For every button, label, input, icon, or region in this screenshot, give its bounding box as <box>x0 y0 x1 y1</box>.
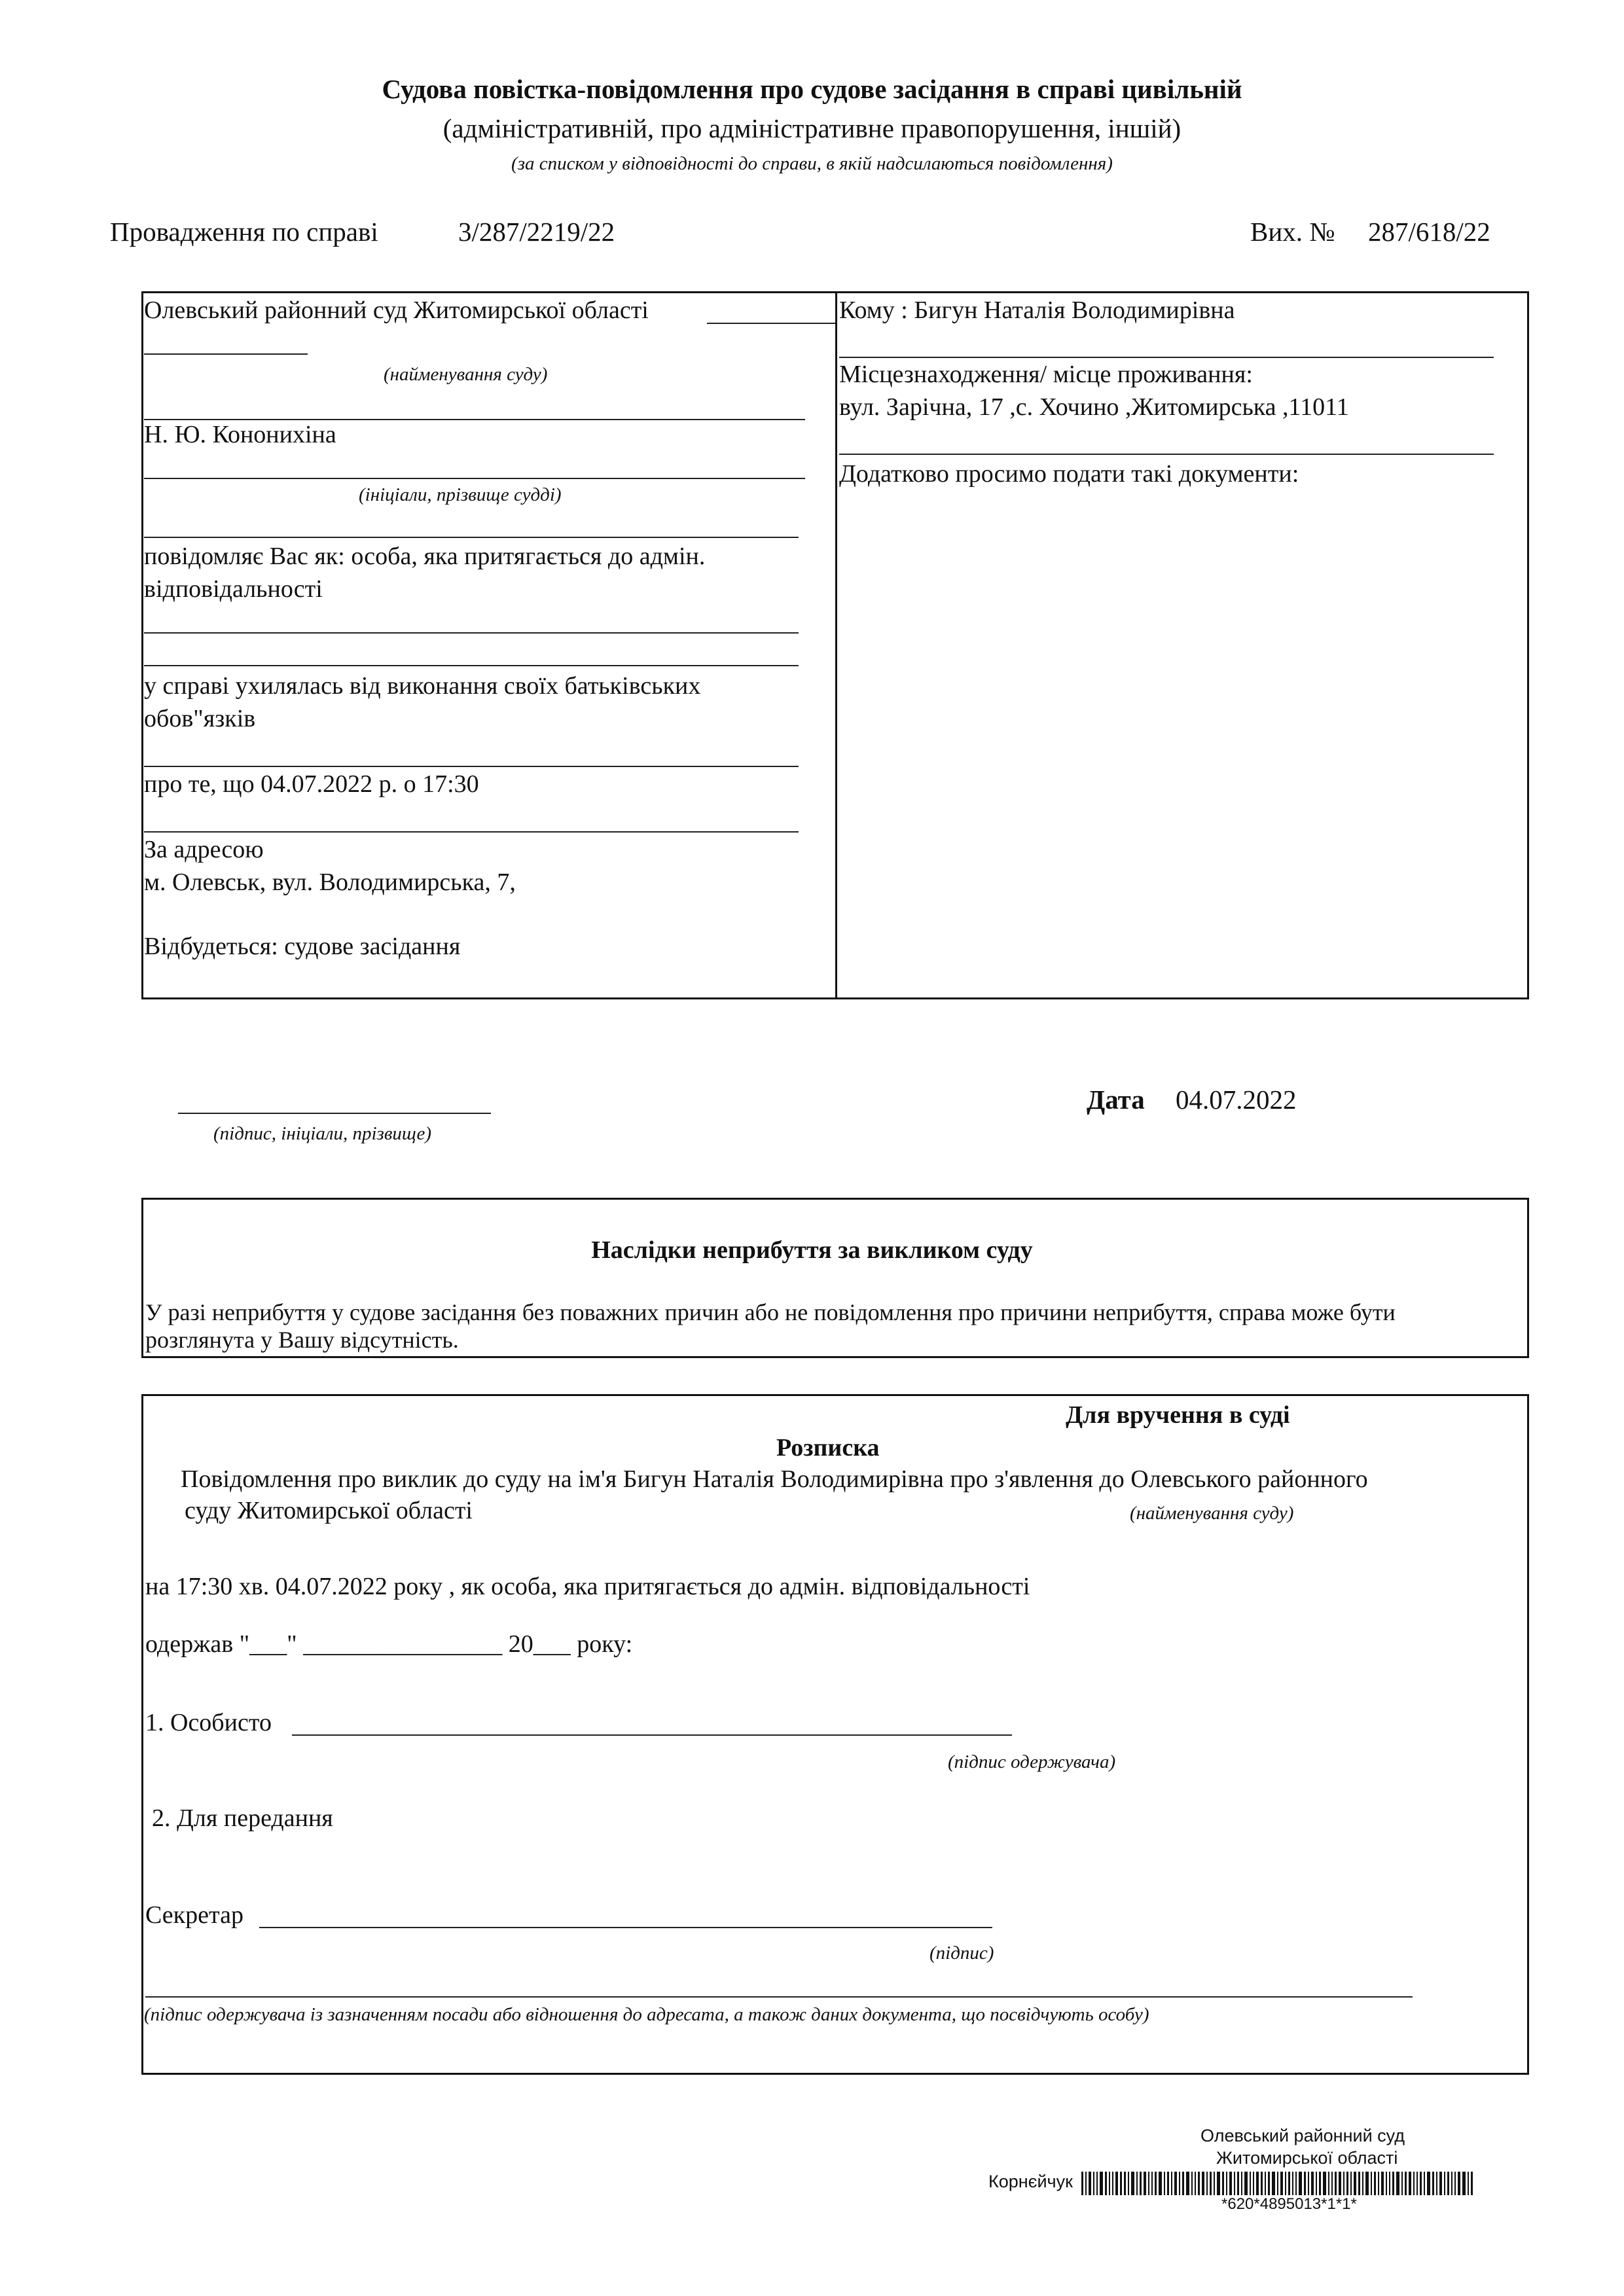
barcode-bar <box>1405 2172 1407 2195</box>
barcode-bar <box>1244 2172 1248 2195</box>
footnote-line <box>145 1996 1413 1998</box>
barcode-bar <box>1226 2172 1227 2195</box>
column-divider <box>835 291 837 999</box>
barcode-bar <box>1171 2172 1172 2195</box>
barcode-bar <box>1454 2172 1456 2195</box>
court-name: Олевський районний суд Житомирської області <box>144 296 649 324</box>
barcode-bar <box>1396 2172 1399 2195</box>
personal-label: 1. Особисто <box>145 1709 272 1736</box>
barcode-bar <box>1109 2172 1110 2195</box>
barcode-bar <box>1413 2172 1415 2195</box>
barcode-bar <box>1365 2172 1369 2195</box>
barcode-bar <box>1151 2172 1153 2195</box>
barcode-bar <box>1186 2172 1189 2195</box>
barcode-bar <box>1447 2172 1449 2195</box>
receipt-court-caption: (найменування суду) <box>1130 1503 1294 1524</box>
barcode-bar <box>1261 2172 1263 2195</box>
barcode-bar <box>1416 2172 1418 2195</box>
barcode-bar <box>1468 2172 1469 2195</box>
barcode-bar <box>1471 2172 1473 2195</box>
barcode-bar <box>1420 2172 1422 2195</box>
barcode-bar <box>1462 2172 1466 2195</box>
barcode-bar <box>1217 2172 1220 2195</box>
proceeding-number: 3/287/2219/22 <box>458 217 615 247</box>
barcode-bar <box>1241 2172 1242 2195</box>
barcode-bar <box>1085 2172 1087 2195</box>
date-value: 04.07.2022 <box>1176 1085 1297 1115</box>
barcode-bar <box>1432 2172 1434 2195</box>
stamp-court-line-1: Олевський районний суд <box>1200 2126 1405 2145</box>
court-name-underline-2 <box>144 353 308 355</box>
barcode-bar <box>1436 2172 1437 2195</box>
barcode-bar <box>1159 2172 1162 2195</box>
barcode-text: *620*4895013*1*1* <box>1221 2195 1357 2213</box>
barcode-bar <box>1198 2172 1200 2195</box>
signature-line <box>178 1113 491 1114</box>
barcode-bar <box>1100 2172 1103 2195</box>
consequences-title: Наслідки неприбуття за викликом суду <box>591 1236 1033 1264</box>
barcode-bar <box>1237 2172 1239 2195</box>
barcode-bar <box>1304 2172 1306 2195</box>
barcode-bar <box>1386 2172 1387 2195</box>
court-name-underline <box>707 323 835 324</box>
barcode-bar <box>1280 2172 1283 2195</box>
barcode-bar <box>1131 2172 1134 2195</box>
secretary-caption: (підпис) <box>929 1943 994 1964</box>
transfer-label: 2. Для передання <box>152 1804 333 1832</box>
barcode-bar <box>1323 2172 1326 2195</box>
secretary-signature-line <box>259 1927 992 1928</box>
receipt-footnote: (підпис одержувача із зазначенням посади або відношення до адресата, а також даних документа, що посвідчують особу) <box>144 2004 1149 2025</box>
additional-docs: Додатково просимо подати такі документи: <box>839 460 1299 488</box>
barcode-bar <box>1292 2172 1293 2195</box>
judge-caption: (ініціали, прізвище судді) <box>359 484 562 505</box>
barcode-bar <box>1374 2172 1376 2195</box>
barcode-bar <box>1272 2172 1275 2195</box>
notify-line-1: повідомляє Вас як: особа, яка притягається до адмін. <box>144 543 706 570</box>
outgoing-label: Вих. № <box>1250 217 1335 247</box>
barcode-bar <box>1140 2172 1142 2195</box>
barcode-bar <box>1210 2172 1212 2195</box>
barcode-bar <box>1288 2172 1290 2195</box>
secretary-label: Секретар <box>145 1901 244 1929</box>
barcode-bar <box>1371 2172 1372 2195</box>
barcode-bar <box>1229 2172 1232 2195</box>
barcode-bar <box>1409 2172 1411 2195</box>
hearing-address: м. Олевськ, вул. Володимирська, 7, <box>144 869 516 896</box>
case-line-2: обов"язків <box>144 705 256 732</box>
barcode-bar <box>1277 2172 1278 2195</box>
notify-line-2: відповідальності <box>144 575 323 603</box>
barcode-bar <box>1311 2172 1314 2195</box>
location-underline <box>839 454 1494 455</box>
date-label: Дата <box>1087 1085 1145 1115</box>
judge-underline <box>144 478 805 479</box>
barcode-bar <box>1381 2172 1384 2195</box>
barcode-bar <box>1285 2172 1286 2195</box>
barcode-bar <box>1105 2172 1107 2195</box>
consequences-text-1: У разі неприбуття у судове засідання без поважних причин або не повідомлення про причини неприбуття, справа може бути <box>145 1299 1396 1325</box>
document-subtitle: (адміністративній, про адміністративне правопорушення, іншій) <box>442 113 1182 143</box>
barcode-bar <box>1222 2172 1224 2195</box>
barcode-bar <box>1250 2172 1251 2195</box>
case-line-1: у справі ухилялась від виконання своїх батьківських <box>144 672 701 700</box>
received-line: одержав "___" ________________ 20___ року: <box>145 1630 633 1658</box>
barcode <box>1081 2172 1475 2195</box>
barcode-bar <box>1295 2172 1297 2195</box>
personal-signature-line <box>292 1734 1012 1736</box>
stamp-court-line-2: Житомирської області <box>1216 2148 1398 2168</box>
barcode-bar <box>1206 2172 1208 2195</box>
barcode-bar <box>1120 2172 1122 2195</box>
divider-line <box>144 665 799 666</box>
barcode-bar <box>1316 2172 1317 2195</box>
barcode-bar <box>1155 2172 1157 2195</box>
divider-line <box>144 537 799 538</box>
barcode-bar <box>1354 2172 1356 2195</box>
consequences-text-2: розглянута у Вашу відсутність. <box>145 1327 459 1353</box>
divider-line <box>144 632 799 634</box>
barcode-bar <box>1343 2172 1344 2195</box>
barcode-bar <box>1128 2172 1129 2195</box>
divider-line <box>144 766 799 767</box>
divider-line <box>144 831 799 833</box>
judge-name: Н. Ю. Кононихіна <box>144 421 336 448</box>
barcode-bar <box>1093 2172 1094 2195</box>
barcode-bar <box>1136 2172 1138 2195</box>
barcode-bar <box>1268 2172 1270 2195</box>
barcode-bar <box>1308 2172 1309 2195</box>
barcode-bar <box>1253 2172 1254 2195</box>
for-delivery-label: Для вручення в суді <box>1066 1401 1290 1429</box>
recipient-location: вул. Зарічна, 17 ,с. Хочино ,Житомирська ,11011 <box>839 393 1349 421</box>
signature-caption: (підпис, ініціали, прізвище) <box>213 1123 432 1144</box>
barcode-bar <box>1331 2172 1333 2195</box>
barcode-bar <box>1424 2172 1425 2195</box>
barcode-bar <box>1328 2172 1329 2195</box>
barcode-bar <box>1378 2172 1379 2195</box>
barcode-bar <box>1389 2172 1390 2195</box>
barcode-bar <box>1401 2172 1403 2195</box>
clerk-name: Корнєйчук <box>988 2172 1073 2191</box>
receipt-line-2: суду Житомирської області <box>185 1497 473 1524</box>
address-label: За адресою <box>144 836 264 863</box>
receipt-time-line: на 17:30 хв. 04.07.2022 року , як особа, яка притягається до адмін. відповідальності <box>145 1573 1030 1600</box>
barcode-bar <box>1148 2172 1149 2195</box>
personal-caption: (підпис одержувача) <box>948 1751 1116 1772</box>
barcode-bar <box>1164 2172 1165 2195</box>
receipt-line-1: Повідомлення про виклик до суду на ім'я Бигун Наталія Володимирівна про з'явлення до Олевського районного <box>181 1465 1368 1493</box>
barcode-bar <box>1256 2172 1259 2195</box>
outgoing-number: 287/618/22 <box>1368 217 1490 247</box>
court-caption: (найменування суду) <box>384 364 548 385</box>
barcode-bar <box>1444 2172 1445 2195</box>
document-note: (за списком у відповідності до справи, в якій надсилаються повідомлення) <box>511 153 1113 174</box>
document-title: Судова повістка-повідомлення про судове засідання в справі цивільній <box>382 74 1242 104</box>
barcode-bar <box>1202 2172 1204 2195</box>
barcode-bar <box>1089 2172 1091 2195</box>
barcode-bar <box>1458 2172 1460 2195</box>
recipient: Кому : Бигун Наталія Володимирівна <box>839 296 1235 324</box>
barcode-bar <box>1451 2172 1453 2195</box>
barcode-bar <box>1439 2172 1442 2195</box>
barcode-bar <box>1124 2172 1126 2195</box>
recipient-underline <box>839 357 1494 358</box>
hearing-event: Відбудеться: судове засідання <box>144 933 461 960</box>
barcode-bar <box>1339 2172 1341 2195</box>
barcode-bar <box>1195 2172 1196 2195</box>
location-label: Місцезнаходження/ місце проживання: <box>839 361 1253 388</box>
barcode-bar <box>1346 2172 1348 2195</box>
barcode-bar <box>1335 2172 1337 2195</box>
barcode-bar <box>1174 2172 1177 2195</box>
barcode-bar <box>1179 2172 1180 2195</box>
receipt-title: Розписка <box>776 1434 880 1462</box>
barcode-bar <box>1112 2172 1113 2195</box>
barcode-bar <box>1191 2172 1193 2195</box>
barcode-bar <box>1362 2172 1363 2195</box>
barcode-bar <box>1081 2172 1083 2195</box>
proceeding-label: Провадження по справі <box>110 217 378 247</box>
hearing-datetime: про те, що 04.07.2022 р. о 17:30 <box>144 770 479 798</box>
barcode-bar <box>1392 2172 1394 2195</box>
barcode-bar <box>1182 2172 1184 2195</box>
barcode-bar <box>1358 2172 1360 2195</box>
barcode-bar <box>1350 2172 1352 2195</box>
barcode-bar <box>1167 2172 1169 2195</box>
barcode-bar <box>1427 2172 1430 2195</box>
barcode-bar <box>1234 2172 1235 2195</box>
barcode-bar <box>1265 2172 1266 2195</box>
barcode-bar <box>1214 2172 1215 2195</box>
barcode-bar <box>1115 2172 1118 2195</box>
barcode-bar <box>1096 2172 1098 2195</box>
barcode-bar <box>1144 2172 1146 2195</box>
barcode-bar <box>1319 2172 1321 2195</box>
barcode-bar <box>1299 2172 1302 2195</box>
